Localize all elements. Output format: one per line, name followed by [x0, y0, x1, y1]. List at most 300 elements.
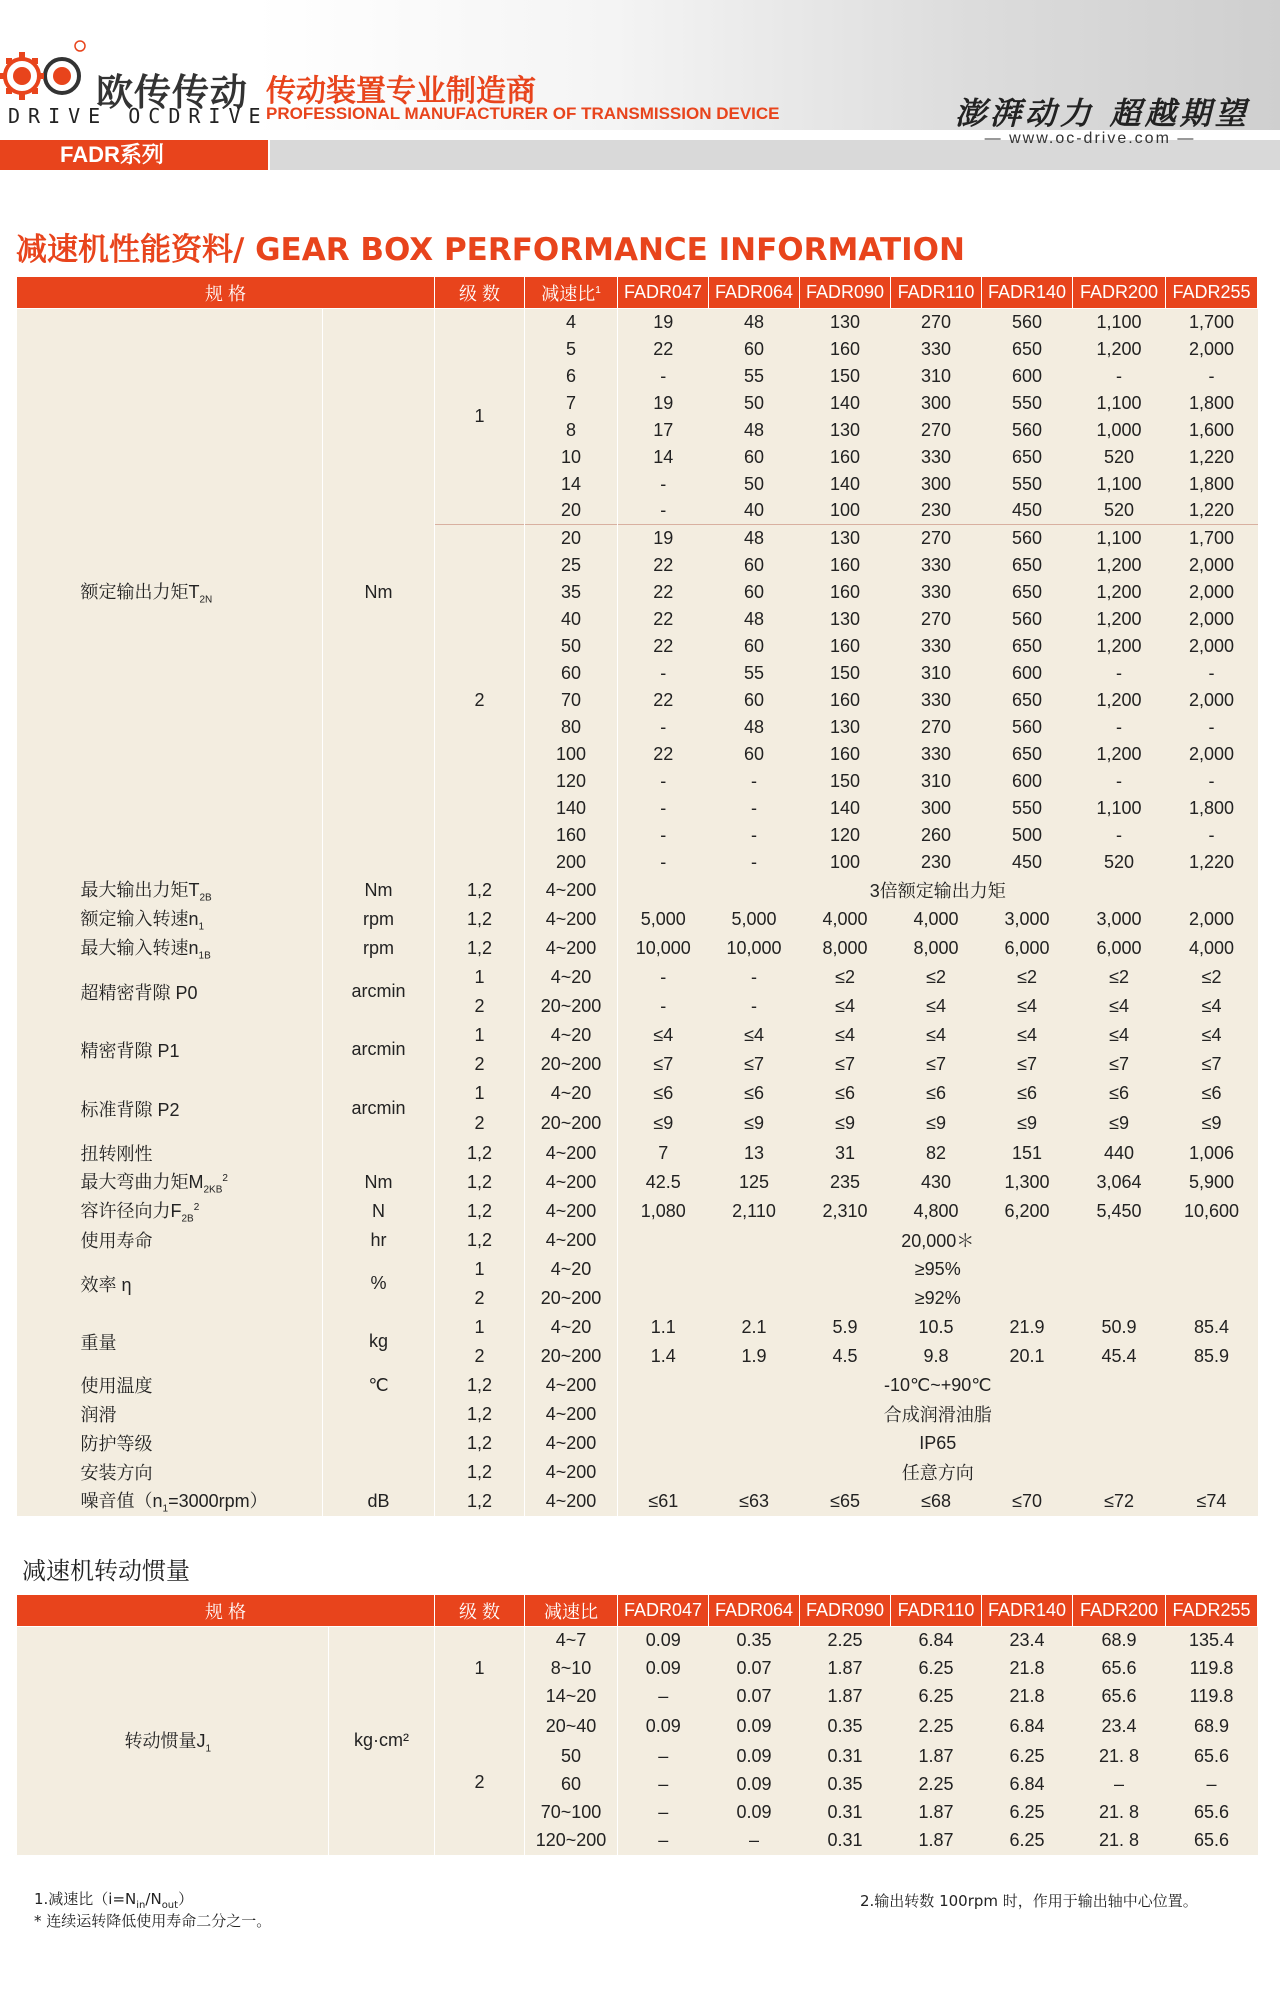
value-cell: 4,000 [800, 905, 891, 934]
unit-cell: kg [323, 1313, 435, 1371]
value-cell: ≤63 [709, 1487, 800, 1516]
value-cell: - [709, 822, 800, 849]
value-cell: 270 [891, 714, 982, 741]
value-cell: 500 [982, 822, 1073, 849]
spec-label-text: 噪音值（n [80, 1491, 163, 1512]
spec-label-text: 最大弯曲力矩M [80, 1172, 204, 1193]
performance-section-title: 减速机性能资料/ GEAR BOX PERFORMANCE INFORMATION [16, 232, 965, 268]
value-cell: 2,000 [1166, 905, 1258, 934]
value-cell: 650 [982, 444, 1073, 471]
value-cell: 260 [891, 822, 982, 849]
value-cell: 68.9 [1166, 1711, 1258, 1743]
value-cell: 140 [800, 390, 891, 417]
value-cell: 230 [891, 849, 982, 876]
stage-cell: 1 [435, 309, 525, 525]
value-cell: 130 [800, 606, 891, 633]
value-cell: - [1073, 660, 1166, 687]
value-cell: 60 [709, 552, 800, 579]
value-cell: ≤4 [709, 1021, 800, 1050]
value-cell: 1.87 [891, 1799, 982, 1827]
spec-label [17, 1400, 323, 1429]
value-cell: - [618, 471, 709, 498]
website-url[interactable]: www.oc-drive.com [1009, 130, 1171, 147]
value-cell: 6.84 [982, 1771, 1073, 1799]
backlash-p1-row [17, 1021, 1258, 1050]
stage-cell: 1,2 [435, 876, 525, 905]
value-cell: 3,000 [982, 905, 1073, 934]
stage-cell: 1,2 [435, 1197, 525, 1226]
unit-cell: arcmin [323, 1021, 435, 1079]
value-cell: 1,220 [1166, 498, 1258, 525]
ratio-cell: 20~40 [525, 1711, 618, 1743]
stage-cell: 1,2 [435, 1168, 525, 1197]
value-cell: - [1166, 768, 1258, 795]
value-cell: 5,900 [1166, 1168, 1258, 1197]
spec-label-subscript: 1 [198, 921, 205, 933]
value-cell: 270 [891, 309, 982, 336]
spec-label-text: 安装方向 [80, 1463, 153, 1483]
stage-cell: 2 [435, 1109, 525, 1139]
value-cell: 330 [891, 552, 982, 579]
tagline-cn: 传动装置专业制造商 [266, 74, 536, 109]
inertia-section-title: 减速机转动惯量 [22, 1557, 190, 1585]
value-cell: 22 [618, 336, 709, 363]
ratio-header-sup: 1 [595, 284, 601, 296]
ratio-cell: 8~10 [525, 1655, 618, 1683]
value-cell: 270 [891, 417, 982, 444]
weight-row [17, 1313, 1258, 1342]
spec-label [17, 1226, 323, 1255]
unit-cell: arcmin [323, 1079, 435, 1139]
value-cell: 0.09 [709, 1799, 800, 1827]
ratio-cell: 14 [525, 471, 618, 498]
value-cell: 1,100 [1073, 390, 1166, 417]
ratio-cell: 80 [525, 714, 618, 741]
value-cell: 60 [709, 444, 800, 471]
value-cell: ≤6 [800, 1079, 891, 1109]
value-cell: 1,200 [1073, 633, 1166, 660]
ratio-cell: 4~200 [525, 1429, 618, 1458]
stage-cell: 1,2 [435, 1487, 525, 1516]
col-header-fadr064: FADR064 [709, 1595, 800, 1627]
unit-cell: Nm [323, 309, 435, 876]
value-cell: 150 [800, 768, 891, 795]
ratio-cell: 20~200 [525, 992, 618, 1021]
temperature-row [17, 1371, 1258, 1400]
value-cell: ≤7 [1166, 1050, 1258, 1079]
spec-label [17, 1197, 323, 1226]
value-cell: 19 [618, 525, 709, 552]
value-cell: 13 [709, 1139, 800, 1168]
value-cell: 650 [982, 633, 1073, 660]
series-tab: FADR系列 [0, 140, 268, 170]
ratio-cell: 35 [525, 579, 618, 606]
value-cell: - [1166, 660, 1258, 687]
stage-cell: 1,2 [435, 1139, 525, 1168]
value-cell: 45.4 [1073, 1342, 1166, 1371]
value-cell: 0.07 [709, 1655, 800, 1683]
value-cell: ≤7 [891, 1050, 982, 1079]
value-cell: 270 [891, 606, 982, 633]
value-cell: ≤70 [982, 1487, 1073, 1516]
value-cell: 65.6 [1073, 1683, 1166, 1711]
value-cell: 330 [891, 444, 982, 471]
value-cell: 1.4 [618, 1342, 709, 1371]
value-cell: 1,700 [1166, 309, 1258, 336]
value-cell: 330 [891, 336, 982, 363]
value-cell: 151 [982, 1139, 1073, 1168]
value-cell: 130 [800, 309, 891, 336]
value-cell: 1,800 [1166, 390, 1258, 417]
spec-label [17, 1458, 323, 1487]
unit-cell: ℃ [323, 1371, 435, 1400]
value-cell: 4,800 [891, 1197, 982, 1226]
value-cell: ≤68 [891, 1487, 982, 1516]
value-cell: 550 [982, 795, 1073, 822]
value-cell: 50 [709, 390, 800, 417]
value-cell: 1,100 [1073, 525, 1166, 552]
ratio-cell: 4~200 [525, 1226, 618, 1255]
value-cell: ≤9 [800, 1109, 891, 1139]
max-torque-row [17, 876, 1258, 905]
ratio-cell: 4~200 [525, 1371, 618, 1400]
value-cell: ≤9 [891, 1109, 982, 1139]
value-cell: 600 [982, 660, 1073, 687]
value-cell: 160 [800, 687, 891, 714]
max-speed-row [17, 934, 1258, 963]
value-cell: 68.9 [1073, 1627, 1166, 1655]
value-cell: 650 [982, 552, 1073, 579]
value-cell: - [618, 660, 709, 687]
spec-label-subscript: 2B [181, 1213, 194, 1225]
spec-label [17, 309, 323, 876]
spec-label [17, 905, 323, 934]
ratio-cell: 120 [525, 768, 618, 795]
value-cell: ≤74 [1166, 1487, 1258, 1516]
unit-cell: rpm [323, 934, 435, 963]
stage-cell: 1 [435, 1313, 525, 1342]
ratio-cell: 120~200 [525, 1827, 618, 1855]
spec-label-subscript: 1 [162, 1503, 169, 1515]
stage-cell: 1 [435, 1079, 525, 1109]
ratio-cell: 20~200 [525, 1050, 618, 1079]
value-cell: 330 [891, 579, 982, 606]
rated-speed-row [17, 905, 1258, 934]
value-cell: 4,000 [1166, 934, 1258, 963]
value-cell: 119.8 [1166, 1683, 1258, 1711]
value-cell: ≤2 [1073, 963, 1166, 992]
col-header-fadr140: FADR140 [982, 277, 1073, 309]
ratio-cell: 20~200 [525, 1109, 618, 1139]
value-cell: 65.6 [1166, 1827, 1258, 1855]
spec-label [17, 963, 323, 1021]
backlash-p2-row [17, 1079, 1258, 1109]
spec-label [17, 934, 323, 963]
value-cell: ≤4 [982, 992, 1073, 1021]
value-cell: 1,220 [1166, 444, 1258, 471]
value-cell: 160 [800, 552, 891, 579]
value-cell: 135.4 [1166, 1627, 1258, 1655]
value-cell: 85.9 [1166, 1342, 1258, 1371]
value-cell: ≤7 [800, 1050, 891, 1079]
value-cell: 22 [618, 552, 709, 579]
stage-cell: 2 [435, 1284, 525, 1313]
col-header-fadr090: FADR090 [800, 1595, 891, 1627]
value-cell: 82 [891, 1139, 982, 1168]
value-cell: - [1073, 768, 1166, 795]
spec-label-text: 使用温度 [80, 1376, 153, 1396]
value-cell: 0.09 [709, 1711, 800, 1743]
value-cell: ≤9 [709, 1109, 800, 1139]
value-cell: ≤4 [800, 1021, 891, 1050]
torsional-rigidity-row [17, 1139, 1258, 1168]
value-cell: 310 [891, 660, 982, 687]
value-cell: ≤7 [982, 1050, 1073, 1079]
value-cell: 650 [982, 687, 1073, 714]
col-header-spec: 规 格 [17, 277, 435, 309]
value-cell: 1.87 [891, 1827, 982, 1855]
value-cell: ≤4 [982, 1021, 1073, 1050]
value-cell: 21.9 [982, 1313, 1073, 1342]
value-cell: 10,000 [618, 934, 709, 963]
spec-label-subscript: 2B [199, 892, 212, 904]
value-cell: 520 [1073, 498, 1166, 525]
rated-torque-row [17, 309, 1258, 336]
value-cell: 3,064 [1073, 1168, 1166, 1197]
spec-label-tail: =3000rpm） [168, 1491, 268, 1512]
spec-label-text: 最大输出力矩T [80, 880, 200, 901]
value-cell: 21.8 [982, 1655, 1073, 1683]
value-cell: 310 [891, 363, 982, 390]
spec-label-text: 容许径向力F [80, 1201, 182, 1222]
ratio-cell: 40 [525, 606, 618, 633]
spec-label-text: 额定输入转速n [80, 909, 199, 930]
value-cell: 0.09 [709, 1743, 800, 1771]
value-cell: ≤7 [618, 1050, 709, 1079]
value-cell: 6.25 [982, 1743, 1073, 1771]
value-cell: - [1073, 714, 1166, 741]
value-cell: ≤4 [1073, 992, 1166, 1021]
value-cell: 1,200 [1073, 741, 1166, 768]
value-cell: 23.4 [982, 1627, 1073, 1655]
lubrication-row [17, 1400, 1258, 1429]
col-header-fadr110: FADR110 [891, 1595, 982, 1627]
spec-label [17, 1139, 323, 1168]
value-cell: 60 [709, 687, 800, 714]
value-cell: 130 [800, 525, 891, 552]
col-header-fadr047: FADR047 [618, 1595, 709, 1627]
value-cell: 0.07 [709, 1683, 800, 1711]
value-cell: ≤61 [618, 1487, 709, 1516]
value-cell: 1.87 [800, 1655, 891, 1683]
ratio-cell: 4~20 [525, 1021, 618, 1050]
value-cell: 22 [618, 633, 709, 660]
ratio-cell: 14~20 [525, 1683, 618, 1711]
value-cell: 60 [709, 741, 800, 768]
value-cell: 140 [800, 471, 891, 498]
spec-label-text: 超精密背隙 P0 [80, 982, 198, 1003]
value-cell: 1,080 [618, 1197, 709, 1226]
value-cell: 40 [709, 498, 800, 525]
value-cell: 1.1 [618, 1313, 709, 1342]
value-cell: 310 [891, 768, 982, 795]
value-cell: 1,600 [1166, 417, 1258, 444]
max-bending-row [17, 1168, 1258, 1197]
ratio-cell: 4~200 [525, 876, 618, 905]
protection-row [17, 1429, 1258, 1458]
value-cell: 42.5 [618, 1168, 709, 1197]
value-cell: ≤9 [982, 1109, 1073, 1139]
ratio-cell: 4 [525, 309, 618, 336]
col-header-fadr047: FADR047 [618, 277, 709, 309]
value-cell: 230 [891, 498, 982, 525]
ratio-cell: 25 [525, 552, 618, 579]
value-cell: 60 [709, 579, 800, 606]
value-cell: 2.25 [891, 1771, 982, 1799]
footnote-2: 2.输出转数 100rpm 时，作用于输出轴中心位置。 [860, 1892, 1198, 1910]
value-cell: 450 [982, 498, 1073, 525]
value-cell: ≤4 [891, 992, 982, 1021]
ratio-cell: 70~100 [525, 1799, 618, 1827]
col-header-stage: 级 数 [435, 277, 525, 309]
value-cell: 2,310 [800, 1197, 891, 1226]
value-cell: 2.25 [891, 1711, 982, 1743]
ratio-cell: 50 [525, 633, 618, 660]
unit-cell: % [323, 1255, 435, 1313]
ratio-cell: 4~20 [525, 1255, 618, 1284]
spec-label [17, 1168, 323, 1197]
ratio-cell: 4~200 [525, 1168, 618, 1197]
stage-cell: 2 [435, 1050, 525, 1079]
spec-label [17, 1255, 323, 1313]
value-cell: ≤65 [800, 1487, 891, 1516]
ratio-cell: 160 [525, 822, 618, 849]
value-cell: 2,000 [1166, 606, 1258, 633]
spec-label-text: 最大输入转速n [80, 938, 199, 959]
value-cell: 160 [800, 444, 891, 471]
value-cell: 120 [800, 822, 891, 849]
value-cell: 520 [1073, 444, 1166, 471]
value-cell: - [618, 768, 709, 795]
value-cell: 65.6 [1166, 1743, 1258, 1771]
value-cell: 1,100 [1073, 795, 1166, 822]
unit-cell: N [323, 1197, 435, 1226]
value-cell: ≤6 [891, 1079, 982, 1109]
value-cell: 4.5 [800, 1342, 891, 1371]
value-cell: 2,000 [1166, 336, 1258, 363]
value-cell: 650 [982, 741, 1073, 768]
value-cell: ≤7 [1073, 1050, 1166, 1079]
value-cell: 48 [709, 525, 800, 552]
value-cell: 1,200 [1073, 687, 1166, 714]
merged-value-cell: -10℃~+90℃ [618, 1371, 1258, 1400]
inertia-label-text: 转动惯量J [124, 1730, 206, 1751]
value-cell: 600 [982, 768, 1073, 795]
value-cell: ≤2 [982, 963, 1073, 992]
value-cell: 2,000 [1166, 579, 1258, 606]
value-cell: 10.5 [891, 1313, 982, 1342]
website-link[interactable]: — www.oc-drive.com — [984, 130, 1196, 147]
value-cell: 1,006 [1166, 1139, 1258, 1168]
col-header-ratio [525, 277, 618, 309]
value-cell: 2,000 [1166, 741, 1258, 768]
value-cell: 130 [800, 417, 891, 444]
value-cell: 300 [891, 795, 982, 822]
spec-label-text: 重量 [80, 1332, 117, 1353]
value-cell: - [618, 498, 709, 525]
value-cell: 0.09 [618, 1711, 709, 1743]
value-cell: ≤4 [618, 1021, 709, 1050]
value-cell: 0.31 [800, 1799, 891, 1827]
value-cell: 300 [891, 390, 982, 417]
value-cell: 1,220 [1166, 849, 1258, 876]
ratio-cell: 20 [525, 525, 618, 552]
value-cell: ≤9 [1073, 1109, 1166, 1139]
value-cell: - [709, 795, 800, 822]
spec-label [17, 1371, 323, 1400]
value-cell: – [618, 1771, 709, 1799]
noise-row [17, 1487, 1258, 1516]
col-header-fadr255: FADR255 [1166, 1595, 1258, 1627]
value-cell: – [709, 1827, 800, 1855]
value-cell: 650 [982, 336, 1073, 363]
col-header-fadr064: FADR064 [709, 277, 800, 309]
value-cell: 6,000 [1073, 934, 1166, 963]
spec-label [17, 1021, 323, 1079]
footnote-1-out: out [161, 1900, 179, 1911]
value-cell: 60 [709, 633, 800, 660]
ratio-cell: 4~7 [525, 1627, 618, 1655]
stage-cell: 1,2 [435, 1458, 525, 1487]
value-cell: - [709, 768, 800, 795]
value-cell: 0.09 [618, 1655, 709, 1683]
col-header-fadr110: FADR110 [891, 277, 982, 309]
value-cell: 119.8 [1166, 1655, 1258, 1683]
spec-label-text: 精密背隙 P1 [80, 1040, 180, 1061]
ratio-cell: 4~200 [525, 1458, 618, 1487]
ratio-cell: 6 [525, 363, 618, 390]
unit-cell: kg·cm² [329, 1627, 435, 1855]
backlash-p0-row [17, 963, 1258, 992]
value-cell: 22 [618, 741, 709, 768]
merged-value-cell: IP65 [618, 1429, 1258, 1458]
brand-name-cn: 欧传传动 [96, 71, 248, 114]
unit-cell [323, 1458, 435, 1487]
value-cell: 21. 8 [1073, 1827, 1166, 1855]
value-cell: 1,000 [1073, 417, 1166, 444]
spec-label-subscript: 2KB [203, 1184, 223, 1196]
tagline-en: PROFESSIONAL MANUFACTURER OF TRANSMISSION DEVICE [266, 104, 780, 123]
unit-cell: Nm [323, 876, 435, 905]
mounting-row [17, 1458, 1258, 1487]
col-header-fadr140: FADR140 [982, 1595, 1073, 1627]
footnote-1-prefix: 1.减速比（i=N [34, 1890, 137, 1908]
stage-cell: 1,2 [435, 934, 525, 963]
value-cell: ≤4 [891, 1021, 982, 1050]
spec-label [17, 1313, 323, 1371]
value-cell: 65.6 [1073, 1655, 1166, 1683]
value-cell: 100 [800, 498, 891, 525]
value-cell: 0.35 [800, 1711, 891, 1743]
value-cell: 160 [800, 336, 891, 363]
spec-label-text: 扭转刚性 [80, 1144, 153, 1164]
value-cell: 21.8 [982, 1683, 1073, 1711]
value-cell: - [1166, 714, 1258, 741]
value-cell: 1,200 [1073, 579, 1166, 606]
value-cell: 1,800 [1166, 471, 1258, 498]
merged-value-cell: 合成润滑油脂 [618, 1400, 1258, 1429]
ratio-cell: 4~200 [525, 1487, 618, 1516]
